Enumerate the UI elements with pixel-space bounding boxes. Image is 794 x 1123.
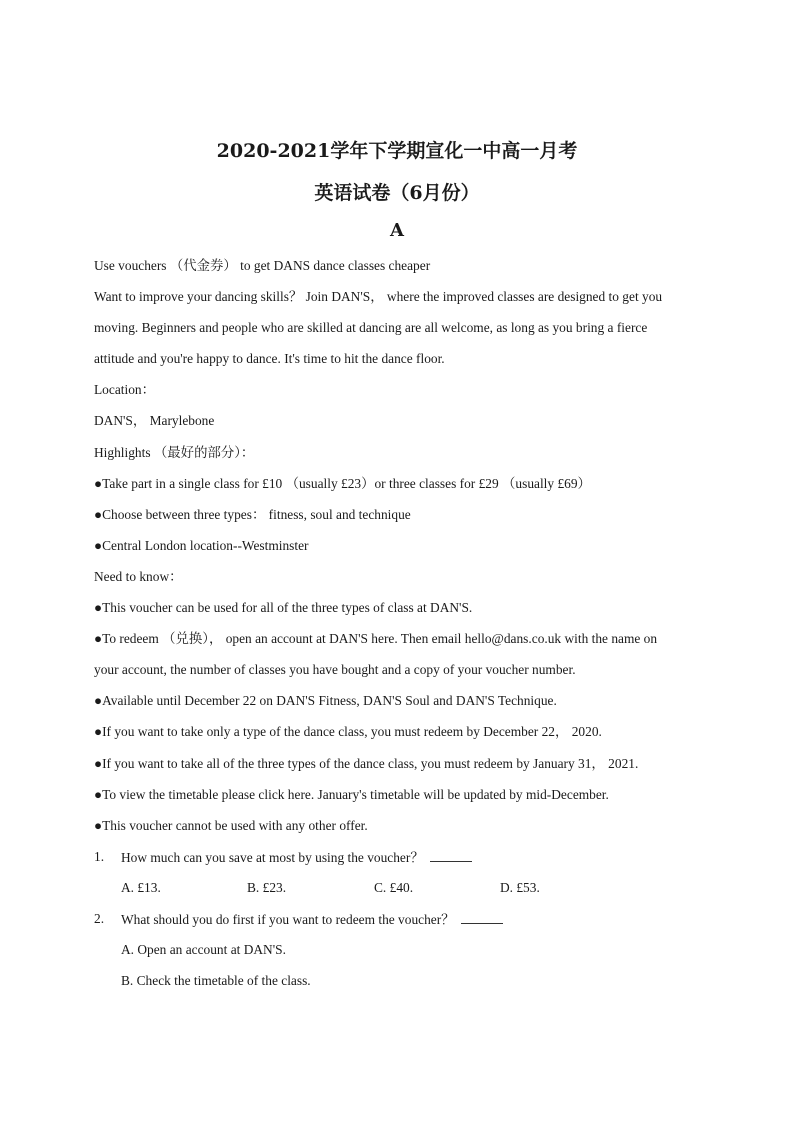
- passage-line: ●If you want to take all of the three types of the dance class, you must redeem by January 31， 2021.: [94, 755, 639, 771]
- option-c[interactable]: C. £40.: [374, 879, 414, 895]
- question-2: [94, 909, 704, 940]
- question-number: 2.: [94, 910, 105, 926]
- passage-line: attitude and you're happy to dance. It's time to hit the dance floor.: [94, 351, 445, 367]
- passage-line: ●Take part in a single class for £10 （usually £23）or three classes for £29 （usually £69）: [94, 475, 591, 491]
- passage-line: moving. Beginners and people who are skilled at dancing are all welcome, as long as you bring a fierce: [94, 320, 648, 336]
- page-title: 2020-2021学年下学期宣化一中高一月考: [216, 140, 578, 162]
- question-1-options: [94, 878, 704, 909]
- passage: [94, 256, 704, 1002]
- passage-line: Highlights （最好的部分）：: [94, 444, 255, 460]
- passage-line: ●Available until December 22 on DAN'S Fitness, DAN'S Soul and DAN'S Technique.: [94, 693, 557, 709]
- passage-line: Want to improve your dancing skills？ Join DAN'S， where the improved classes are designed to get you: [94, 289, 663, 305]
- passage-line: ●To view the timetable please click here. January's timetable will be updated by mid-December.: [94, 786, 609, 802]
- option-a[interactable]: A. Open an account at DAN'S.: [121, 942, 286, 958]
- passage-line: ●This voucher cannot be used with any other offer.: [94, 817, 368, 833]
- passage-line: ●Choose between three types： fitness, soul and technique: [94, 506, 411, 522]
- passage-line: ●If you want to take only a type of the dance class, you must redeem by December 22， 2020.: [94, 724, 602, 740]
- passage-line: Use vouchers （代金券） to get DANS dance classes cheaper: [94, 258, 431, 273]
- question-2-option-b-row: [94, 971, 704, 1002]
- option-d[interactable]: D. £53.: [500, 879, 540, 895]
- option-a[interactable]: A. £13.: [121, 879, 161, 895]
- passage-line: Location：: [94, 382, 155, 398]
- passage-line: ●Central London location--Westminster: [94, 537, 309, 553]
- question-text: What should you do first if you want to redeem the voucher？: [121, 909, 503, 930]
- passage-line: your account, the number of classes you have bought and a copy of your voucher number.: [94, 662, 576, 678]
- page-subtitle: 英语试卷（6月份）: [314, 182, 480, 204]
- answer-blank[interactable]: [461, 909, 503, 924]
- passage-line: Need to know：: [94, 568, 183, 584]
- question-text: How much can you save at most by using the voucher？: [121, 847, 472, 868]
- question-2-option-a-row: [94, 940, 704, 971]
- option-b[interactable]: B. £23.: [247, 879, 287, 895]
- section-heading: A: [390, 220, 404, 241]
- option-b[interactable]: B. Check the timetable of the class.: [121, 973, 311, 989]
- passage-line: ●This voucher can be used for all of the three types of class at DAN'S.: [94, 600, 473, 616]
- passage-line: ●To redeem （兑换）， open an account at DAN'S here. Then email hello@dans.co.uk with the name on: [94, 631, 658, 647]
- question-1: [94, 847, 704, 878]
- question-number: 1.: [94, 848, 105, 864]
- passage-line: DAN'S， Marylebone: [94, 413, 215, 429]
- answer-blank[interactable]: [430, 847, 472, 862]
